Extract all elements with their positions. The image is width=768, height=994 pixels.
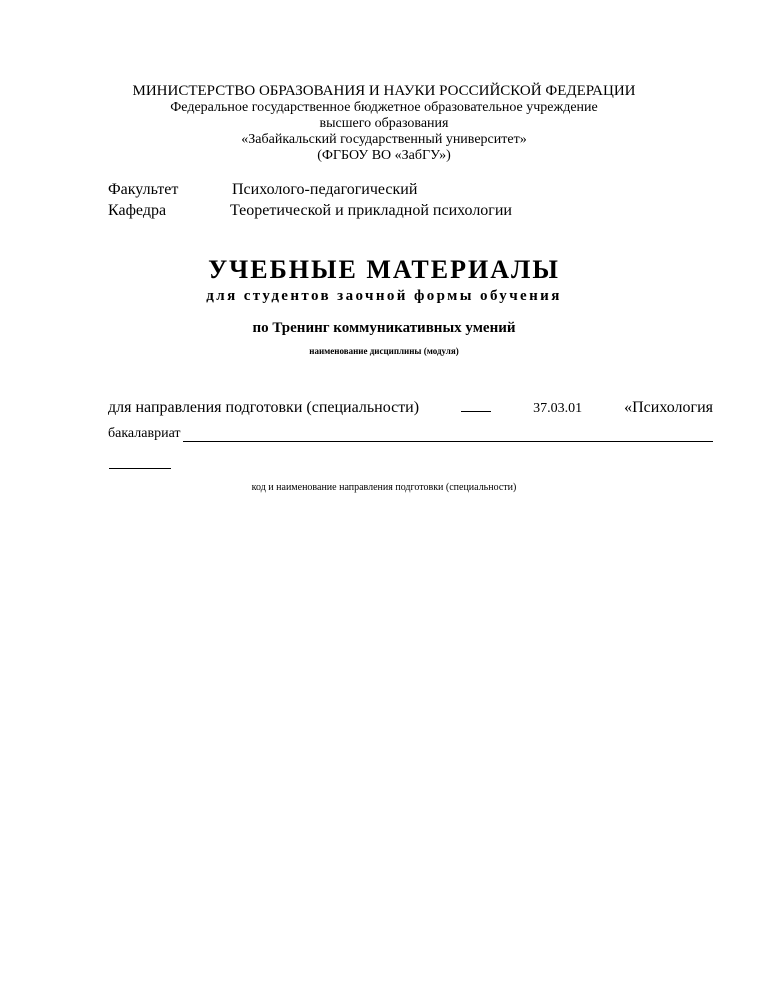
faculty-label: Факультет [108,181,179,198]
direction-continuation-line [109,468,171,469]
faculty-value: Психолого-педагогический [232,181,418,198]
department-value: Теоретической и прикладной психологии [230,202,512,219]
direction-fill-line [183,427,713,442]
direction-code: 37.03.01 [533,401,583,416]
document-subtitle: для студентов заочной формы обучения [206,288,562,304]
university-name: «Забайкальский государственный университет» [241,132,527,147]
direction-name-row [108,426,713,442]
discipline-caption: наименование дисциплины (модуля) [309,346,459,356]
department-label: Кафедра [108,202,167,219]
direction-name-end: бакалавриат [108,426,181,441]
direction-name-start: «Психология [624,399,713,416]
direction-caption: код и наименование направления подготовки (специальности) [251,482,517,493]
university-abbr: (ФГБОУ ВО «ЗабГУ») [317,148,451,163]
direction-row [108,397,713,418]
institution-type-line2: высшего образования [319,116,449,131]
direction-label: для направления подготовки (специальности) [108,399,420,416]
ministry-name: МИНИСТЕРСТВО ОБРАЗОВАНИЯ И НАУКИ РОССИЙСКОЙ ФЕДЕРАЦИИ [132,83,636,99]
document-title: УЧЕБНЫЕ МАТЕРИАЛЫ [208,255,560,284]
discipline-name: по Тренинг коммуникативных умений [252,320,516,336]
institution-type-line1: Федеральное государственное бюджетное образовательное учреждение [170,100,598,115]
direction-blank-line [461,397,491,412]
